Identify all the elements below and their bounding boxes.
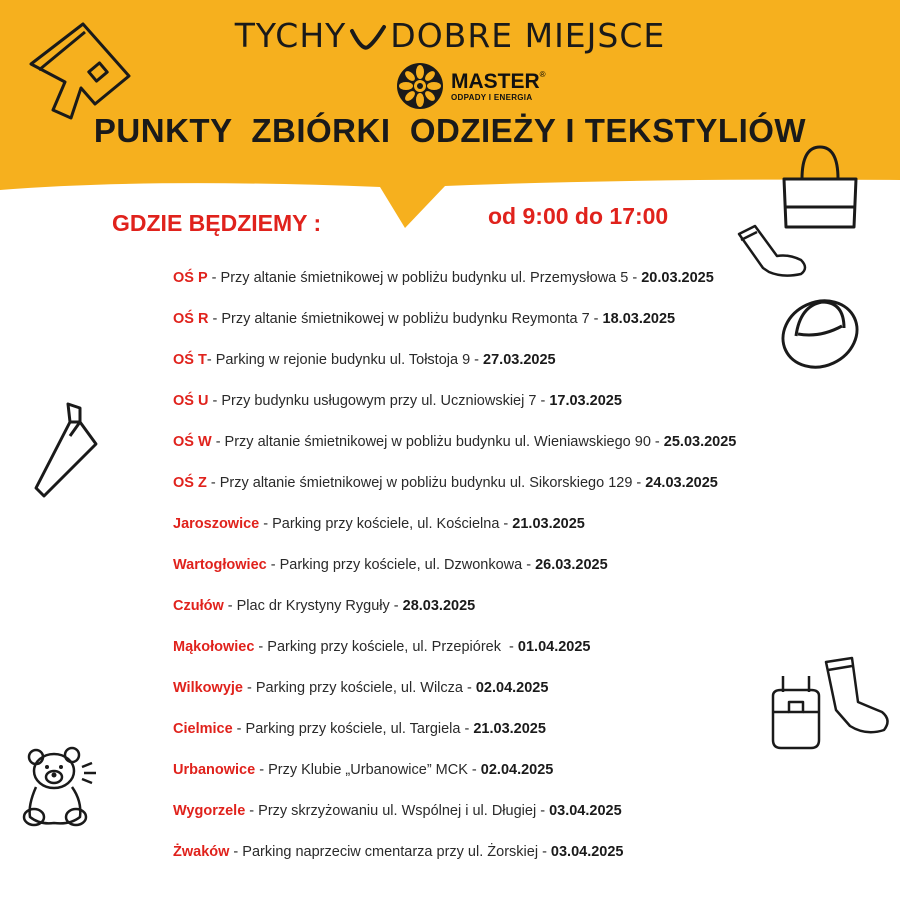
location-date: 26.03.2025 [535, 557, 608, 573]
hours-label: od 9:00 do 17:00 [488, 203, 669, 229]
location-name: OŚ W [173, 434, 212, 450]
location-name: Jaroszowice [173, 516, 260, 532]
brand-right: DOBRE MIEJSCE [390, 16, 666, 55]
location-desc: - Przy skrzyżowaniu ul. Wspólnej i ul. Długiej - [245, 803, 550, 819]
location-name: Żwaków [173, 844, 230, 860]
location-date: 21.03.2025 [512, 516, 585, 532]
brand-left: TYCHY [234, 16, 347, 55]
location-name: OŚ U [173, 393, 209, 409]
sock-icon [733, 222, 813, 282]
location-date: 03.04.2025 [550, 844, 624, 860]
page-title: PUNKTY ZBIÓRKI ODZIEŻY I TEKSTYLIÓW [93, 112, 807, 149]
location-name: Czułów [173, 598, 224, 614]
list-item [173, 393, 736, 434]
location-desc: - Przy altanie śmietnikowej w pobliżu budynku ul. Wieniawskiego 90 - [211, 434, 664, 450]
list-item [173, 352, 736, 393]
logo-reg: ® [539, 69, 546, 79]
location-desc: - Parking przy kościele, ul. Dzwonkowa - [266, 557, 536, 573]
location-name: OŚ T [173, 352, 207, 368]
location-desc: - Przy altanie śmietnikowej w pobliżu budynku ul. Sikorskiego 129 - [206, 475, 646, 491]
sock-icon [818, 654, 896, 740]
checkmark-icon [348, 21, 388, 51]
location-desc: - Parking naprzeciw cmentarza przy ul. Żorskiej - [229, 844, 551, 860]
location-name: OŚ R [173, 311, 209, 327]
location-name: Urbanowice [173, 762, 256, 778]
location-date: 27.03.2025 [483, 352, 556, 368]
master-logo [395, 60, 546, 112]
location-name: OŚ P [173, 270, 208, 286]
list-item [173, 516, 736, 557]
hat-icon [778, 288, 862, 370]
location-name: Wilkowyje [173, 680, 243, 696]
location-date: 28.03.2025 [402, 598, 476, 614]
location-name: Wygorzele [173, 803, 246, 819]
list-item [173, 639, 736, 680]
location-desc: - Parking przy kościele, ul. Kościelna - [259, 516, 513, 532]
location-date: 01.04.2025 [517, 639, 591, 655]
list-item [173, 475, 736, 516]
location-date: 03.04.2025 [549, 803, 622, 819]
list-item [173, 311, 736, 352]
location-date: 18.03.2025 [602, 311, 676, 327]
location-desc: - Przy altanie śmietnikowej w pobliżu budynku Reymonta 7 - [208, 311, 603, 327]
list-item [173, 680, 736, 721]
location-date: 02.04.2025 [480, 762, 554, 778]
location-date: 24.03.2025 [645, 475, 718, 491]
list-item [173, 803, 736, 844]
location-name: Cielmice [173, 721, 233, 737]
teddy-bear-icon [20, 745, 102, 829]
list-item [173, 434, 736, 475]
location-desc: - Parking przy kościele, ul. Wilcza - [242, 680, 476, 696]
brand-title [0, 14, 900, 55]
logo-subtitle: ODPADY I ENERGIA [451, 92, 533, 102]
location-desc: - Parking przy kościele, ul. Targiela - [232, 721, 474, 737]
location-date: 02.04.2025 [475, 680, 549, 696]
logo-name: MASTER [451, 69, 540, 93]
list-item [173, 844, 736, 885]
location-date: 17.03.2025 [549, 393, 622, 409]
location-date: 25.03.2025 [663, 434, 737, 450]
location-desc: - Przy altanie śmietnikowej w pobliżu budynku ul. Przemysłowa 5 - [207, 270, 642, 286]
tie-icon [30, 400, 102, 500]
list-item [173, 557, 736, 598]
location-desc: - Parking przy kościele, ul. Przepiórek - [254, 639, 518, 655]
location-desc: - Przy Klubie „Urbanowice” MCK - [255, 762, 481, 778]
location-date: 20.03.2025 [641, 270, 714, 286]
list-item [173, 762, 736, 803]
location-name: OŚ Z [173, 475, 207, 491]
location-name: Wartogłowiec [173, 557, 267, 573]
location-name: Mąkołowiec [173, 639, 255, 655]
location-desc: - Plac dr Krystyny Ryguły - [223, 598, 403, 614]
locations-list [173, 270, 736, 885]
list-item [173, 721, 736, 762]
shorts-icon [25, 18, 135, 123]
recycle-logo-icon [395, 61, 445, 111]
location-desc: - Parking w rejonie budynku ul. Tołstoja 9 - [206, 352, 484, 368]
list-item [173, 270, 736, 311]
list-item [173, 598, 736, 639]
where-label: GDZIE BĘDZIEMY : [112, 210, 322, 236]
location-desc: - Przy budynku usługowym przy ul. Uczniowskiej 7 - [208, 393, 550, 409]
location-date: 21.03.2025 [473, 721, 546, 737]
handbag-icon [778, 143, 862, 233]
